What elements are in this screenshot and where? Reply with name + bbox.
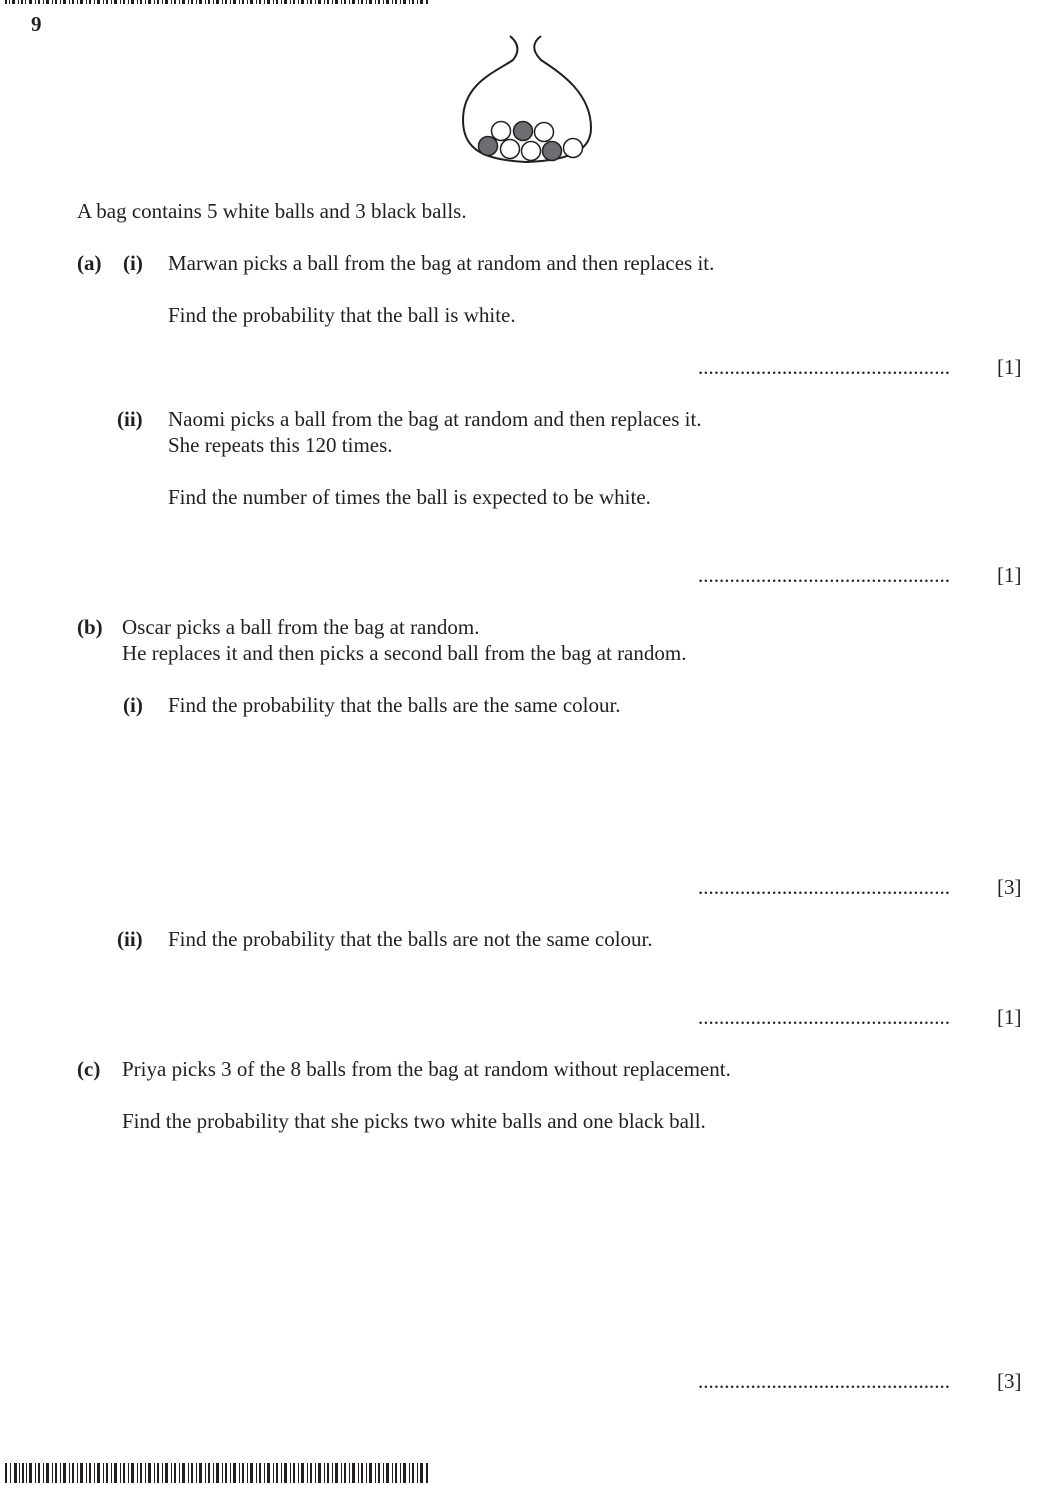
part-b-ii-question: Find the probability that the balls are not the same colour. bbox=[168, 927, 653, 951]
part-a-ii-text-2: She repeats this 120 times. bbox=[168, 433, 393, 457]
answer-line-a-i[interactable]: ................................................ bbox=[698, 355, 950, 379]
part-b-text-1: Oscar picks a ball from the bag at random. bbox=[122, 615, 480, 639]
part-a-label: (a) bbox=[77, 251, 102, 275]
part-b-label: (b) bbox=[77, 615, 103, 639]
part-a-i-label: (i) bbox=[123, 251, 143, 275]
black-ball bbox=[514, 122, 533, 141]
part-c-text: Priya picks 3 of the 8 balls from the bag at random without replacement. bbox=[122, 1057, 731, 1081]
answer-line-a-ii[interactable]: ................................................ bbox=[698, 563, 950, 587]
marks-a-i: [1] bbox=[997, 355, 1022, 379]
marks-b-i: [3] bbox=[997, 875, 1022, 899]
white-ball bbox=[492, 122, 511, 141]
marks-b-ii: [1] bbox=[997, 1005, 1022, 1029]
white-ball bbox=[564, 139, 583, 158]
part-a-i-text: Marwan picks a ball from the bag at random and then replaces it. bbox=[168, 251, 715, 275]
part-b-i-label: (i) bbox=[123, 693, 143, 717]
marks-a-ii: [1] bbox=[997, 563, 1022, 587]
part-a-ii-text-1: Naomi picks a ball from the bag at random and then replaces it. bbox=[168, 407, 702, 431]
black-ball bbox=[543, 142, 562, 161]
bottom-barcode bbox=[5, 1463, 430, 1483]
part-b-ii-label: (ii) bbox=[117, 927, 143, 951]
part-c-label: (c) bbox=[77, 1057, 101, 1081]
marks-c: [3] bbox=[997, 1369, 1022, 1393]
white-ball bbox=[501, 140, 520, 159]
part-b-text-2: He replaces it and then picks a second ball from the bag at random. bbox=[122, 641, 687, 665]
answer-line-c[interactable]: ................................................ bbox=[698, 1369, 950, 1393]
answer-line-b-i[interactable]: ................................................ bbox=[698, 875, 950, 899]
part-b-i-question: Find the probability that the balls are the same colour. bbox=[168, 693, 621, 717]
part-a-i-question: Find the probability that the ball is white. bbox=[168, 303, 516, 327]
white-ball bbox=[535, 123, 554, 142]
bag-of-balls-illustration bbox=[455, 32, 600, 168]
part-a-ii-question: Find the number of times the ball is expected to be white. bbox=[168, 485, 651, 509]
part-a-ii-label: (ii) bbox=[117, 407, 143, 431]
question-number: 9 bbox=[31, 12, 42, 36]
part-c-question: Find the probability that she picks two white balls and one black ball. bbox=[122, 1109, 706, 1133]
black-ball bbox=[479, 137, 498, 156]
top-barcode bbox=[5, 0, 430, 4]
white-ball bbox=[522, 142, 541, 161]
question-intro: A bag contains 5 white balls and 3 black balls. bbox=[77, 199, 467, 223]
answer-line-b-ii[interactable]: ................................................ bbox=[698, 1005, 950, 1029]
